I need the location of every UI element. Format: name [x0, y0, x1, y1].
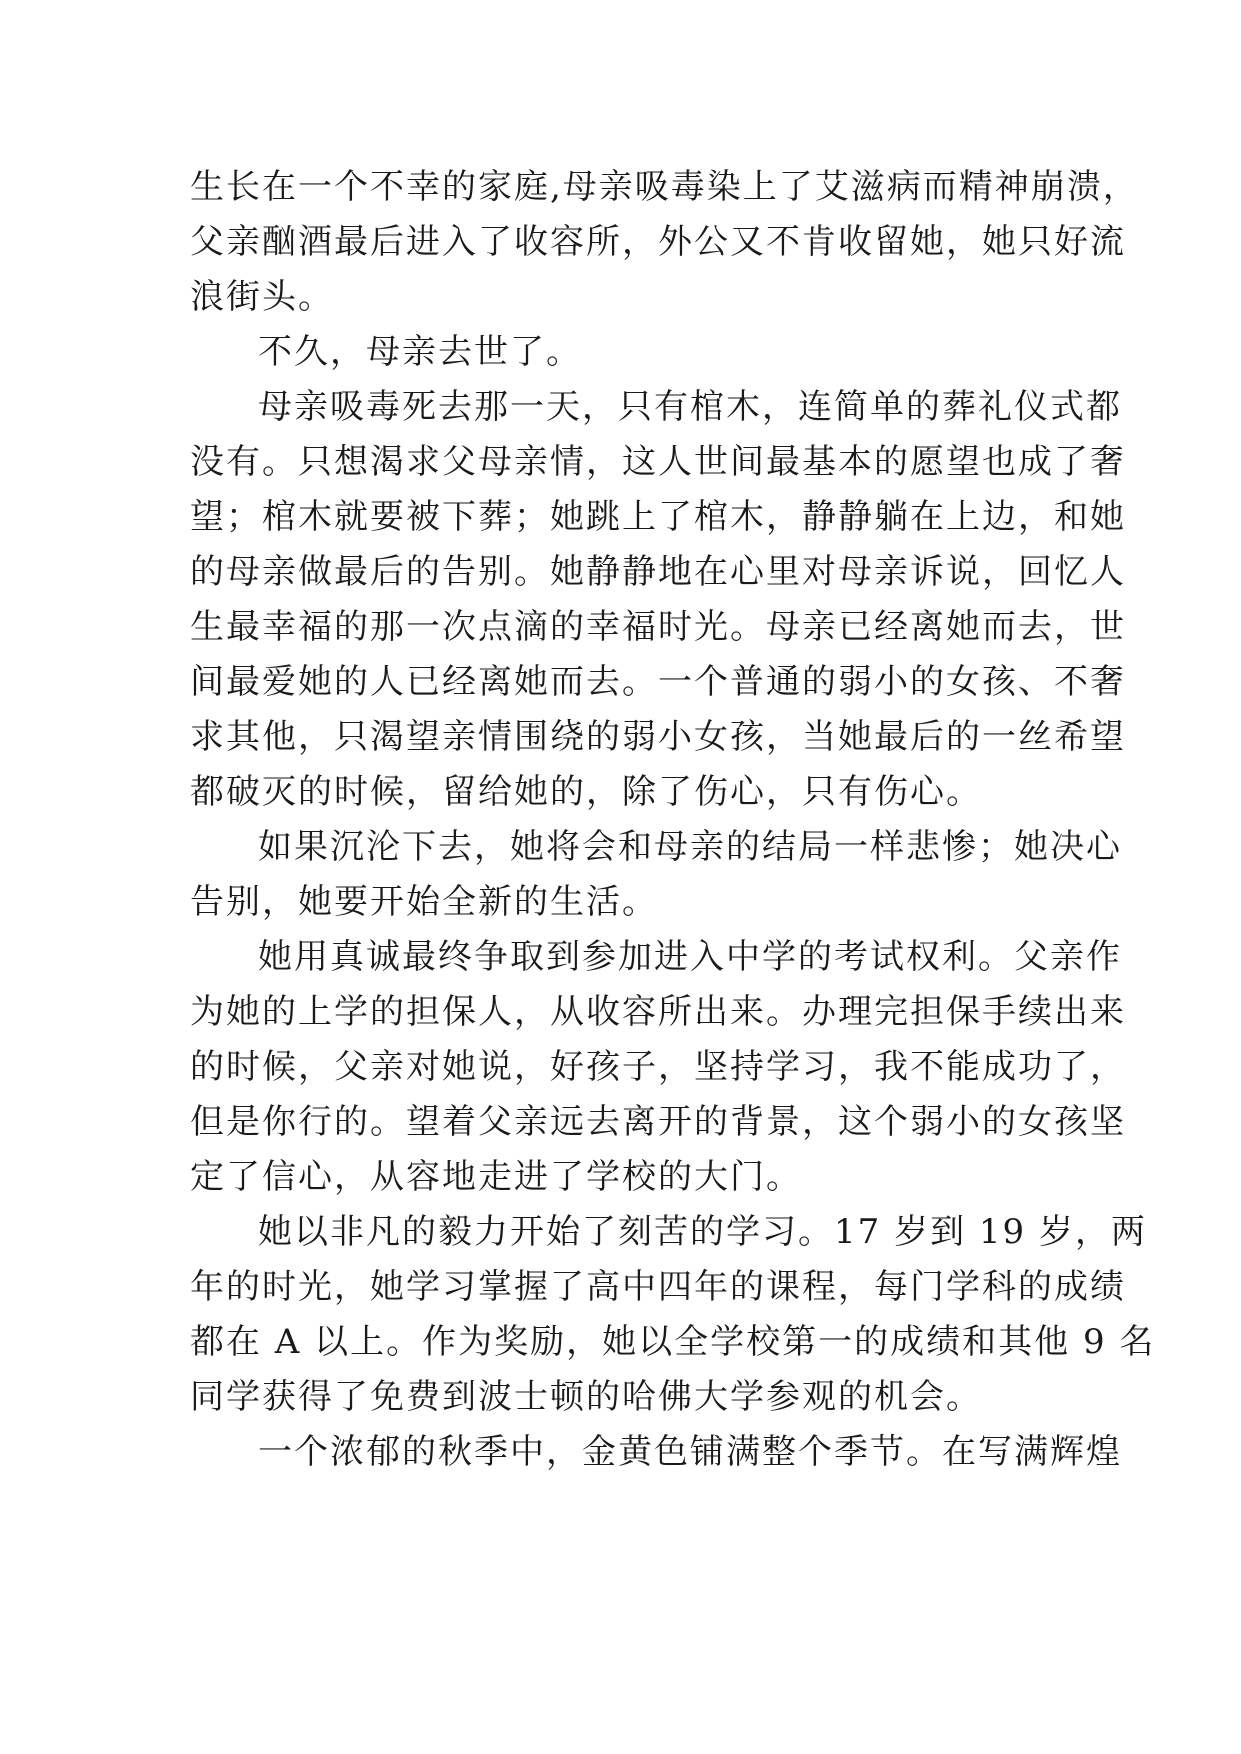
text-line: 她用真诚最终争取到参加进入中学的考试权利。父亲作 — [258, 937, 1122, 977]
text-line: 告别，她要开始全新的生活。 — [190, 882, 658, 922]
text-line: 为她的上学的担保人，从收容所出来。办理完担保手续出来 — [190, 992, 1126, 1032]
text-line: 母亲吸毒死去那一天，只有棺木，连简单的葬礼仪式都 — [258, 387, 1122, 427]
text-line: 同学获得了免费到波士顿的哈佛大学参观的机会。 — [190, 1377, 982, 1417]
text-line: 求其他，只渴望亲情围绕的弱小女孩，当她最后的一丝希望 — [190, 717, 1126, 757]
text-line: 都在 A 以上。作为奖励，她以全学校第一的成绩和其他 9 名 — [190, 1322, 1156, 1362]
text-line: 不久，母亲去世了。 — [258, 332, 582, 372]
text-line: 如果沉沦下去，她将会和母亲的结局一样悲惨；她决心 — [258, 827, 1122, 867]
text-line: 父亲酗酒最后进入了收容所，外公又不肯收留她，她只好流 — [190, 222, 1126, 262]
text-line: 生长在一个不幸的家庭,母亲吸毒染上了艾滋病而精神崩溃， — [190, 167, 1139, 207]
text-line: 年的时光，她学习掌握了高中四年的课程，每门学科的成绩 — [190, 1267, 1126, 1307]
text-line: 的时候，父亲对她说，好孩子，坚持学习，我不能成功了， — [190, 1047, 1126, 1087]
body-text — [190, 160, 1156, 1480]
text-line: 她以非凡的毅力开始了刻苦的学习。17 岁到 19 岁，两 — [258, 1212, 1147, 1252]
text-line: 定了信心，从容地走进了学校的大门。 — [190, 1157, 802, 1197]
text-line: 浪街头。 — [190, 277, 334, 317]
text-line: 的母亲做最后的告别。她静静地在心里对母亲诉说，回忆人 — [190, 552, 1126, 592]
text-line: 都破灭的时候，留给她的，除了伤心，只有伤心。 — [190, 772, 982, 812]
text-line: 望；棺木就要被下葬；她跳上了棺木，静静躺在上边，和她 — [190, 497, 1126, 537]
text-line: 但是你行的。望着父亲远去离开的背景，这个弱小的女孩坚 — [190, 1102, 1126, 1142]
text-line: 生最幸福的那一次点滴的幸福时光。母亲已经离她而去，世 — [190, 607, 1126, 647]
text-line: 间最爱她的人已经离她而去。一个普通的弱小的女孩、不奢 — [190, 662, 1126, 702]
text-line: 没有。只想渴求父母亲情，这人世间最基本的愿望也成了奢 — [190, 442, 1126, 482]
text-line: 一个浓郁的秋季中，金黄色铺满整个季节。在写满辉煌 — [258, 1432, 1122, 1472]
